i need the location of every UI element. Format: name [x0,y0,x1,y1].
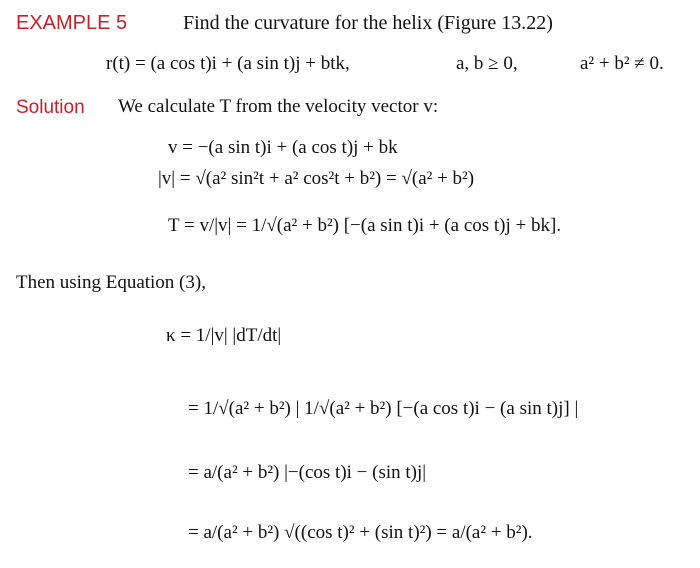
curvature-formula: κ = 1/|v| |dT/dt| [166,325,282,346]
then-text: Then using Equation (3), [16,272,206,293]
velocity-magnitude: |v| = √(a² sin²t + a² cos²t + b²) = √(a² + b²) [158,168,475,189]
solution-label: Solution [16,97,85,118]
velocity-equation: v = −(a sin t)i + (a cos t)j + bk [168,137,398,158]
example-label: EXAMPLE 5 [16,12,128,34]
curvature-step-3: = a/(a² + b²) √((cos t)² + (sin t)²) = a/(a² + b²). [188,522,533,543]
unit-tangent: T = v/|v| = 1/√(a² + b²) [−(a sin t)i + (a cos t)j + bk]. [168,215,562,236]
curvature-step-1: = 1/√(a² + b²) | 1/√(a² + b²) [−(a cos t)i − (a sin t)j] | [188,398,579,419]
solution-intro: We calculate T from the velocity vector v: [118,96,439,117]
condition-ab: a, b ≥ 0, [456,53,518,74]
helix-definition [106,53,350,75]
example-title: Find the curvature for the helix (Figure 13.22) [183,12,553,34]
curvature-step-2: = a/(a² + b²) |−(cos t)i − (sin t)j| [188,462,427,483]
r-definition: r(t) = (a cos t)i + (a sin t)j + btk, [106,53,350,74]
condition-nonzero: a² + b² ≠ 0. [580,53,664,74]
